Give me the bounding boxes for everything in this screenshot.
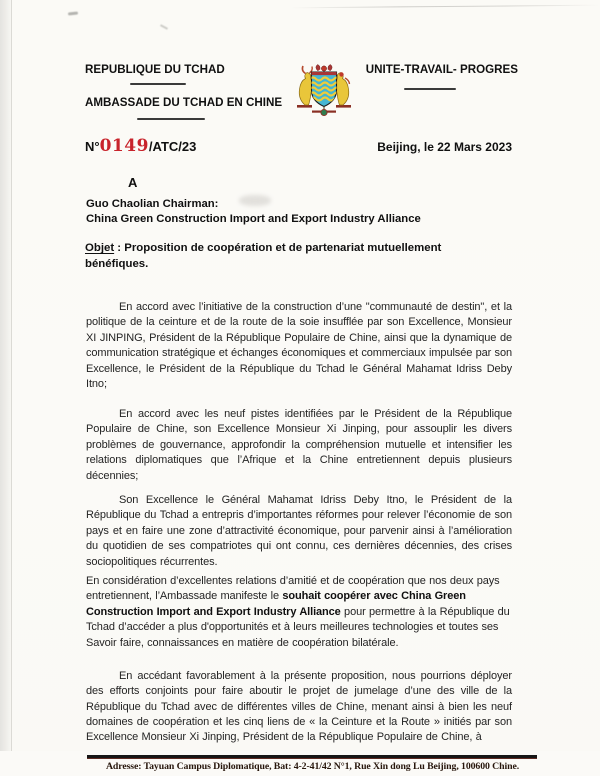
embassy-title: AMBASSADE DU TCHAD EN CHINE [85,96,283,109]
chad-coat-of-arms-icon [292,61,356,124]
paragraph-4-text: En considération d’excellentes relations d’amitié et de coopération que nos deux pays entretiennent, l’Ambassade manifeste le [86,575,500,603]
reference-number [85,136,196,156]
body-paragraph-5: En accédant favorablement à la présente proposition, nous pourrions déployer des efforts conjoints pour faire aboutir le projet de jumelage d’une des ville de la République du Tchad avec de différentes villes de Chine, menant ainsi à bien les neuf domaines de coopération et les cinq liens de « la Ceinture et la Route » initiés par son Excellence Monsieur Xi Jinping, Président de la République Populaire de Chine, à [86,670,512,744]
subject-separator: : [114,242,125,254]
divider-rule [130,83,186,85]
divider-rule [137,118,205,120]
body-paragraph-3: Son Excellence le Général Mahamat Idriss Deby Itno, le Président de la République du Tchad a entrepris d’importantes réformes pour relever l’économie de son pays et en faire une zone d’attractivité économique, pour parvenir ainsi à l’amélioration du quotidien de ses compatriotes qui ont connu, ces dernières décennies, des crises sociopolitiques récurrentes. [86,494,512,568]
subject-line [85,240,504,272]
scan-artifact-line [290,5,600,9]
salutation: A [128,175,138,190]
body-paragraph-2: En accord avec les neuf pistes identifiées par le Président de la République Populaire de Chine, son Excellence Monsieur Xi Jinping, pour assouplir les divers problèmes de gouvernance, approfondir la compréhension mutuelle et intensifier les relations diplomatiques que l’Afrique et la Chine entretiennent depuis plusieurs décennies; [86,408,512,482]
scan-edge-shadow [0,0,12,776]
reference-suffix: /ATC/23 [148,139,197,154]
divider-rule [404,88,456,90]
recipient-organization: China Green Construction Import and Export Industry Alliance [86,213,421,225]
body-paragraph-1: En accord avec l’initiative de la construction d’une "communauté de destin", et la politique de la ceinture et de la route de la soie insufflée par son Excellence, Monsieur XI JINPING, Président de la République Populaire de Chine, ainsi que la dynamique de communication stratégique et échanges économiques et commerciaux impulsée par son Excellence, le Président de la République du Tchad le Général Mahamat Idriss Deby Itno; [86,301,512,391]
recipient-name: Guo Chaolian Chairman: [86,198,219,210]
letterhead [85,63,518,124]
embassy-address: Adresse: Tayuan Campus Diplomatique, Bat: 4-2-41/42 N°1, Rue Xin dong Lu Beijing, 100600 Chine. [105,761,520,772]
letter-footer [0,751,600,776]
pencil-mark [68,11,78,15]
recipient-block [86,197,421,227]
reference-stamped-number: 0149 [99,136,149,156]
subject-label: Objet [85,242,115,254]
paragraph-4-text: pour permettre à la République du Tchad d’accéder a plus d'opportunités et à leurs meilleures technologies et toutes ses Savoir faire, connaissances en matière de coopération bilatérale. [86,605,510,649]
pencil-mark [160,24,168,30]
footer-rule [87,755,537,759]
reference-prefix: N° [85,139,100,154]
paragraph-4-emphasis: souhait coopérer avec China Green Construction Import and Export Industry Alliance [86,590,466,618]
subject-text: Proposition de coopération et de partenariat mutuellement bénéfiques. [85,242,442,270]
letterhead-left-block [85,63,282,120]
body-paragraph-4 [86,574,512,651]
national-motto: UNITE-TRAVAIL- PROGRES [365,63,518,76]
country-title: REPUBLIQUE DU TCHAD [85,63,225,76]
reference-row [85,136,512,156]
letterhead-right-block [366,63,518,90]
place-and-date: Beijing, le 22 Mars 2023 [377,140,512,154]
